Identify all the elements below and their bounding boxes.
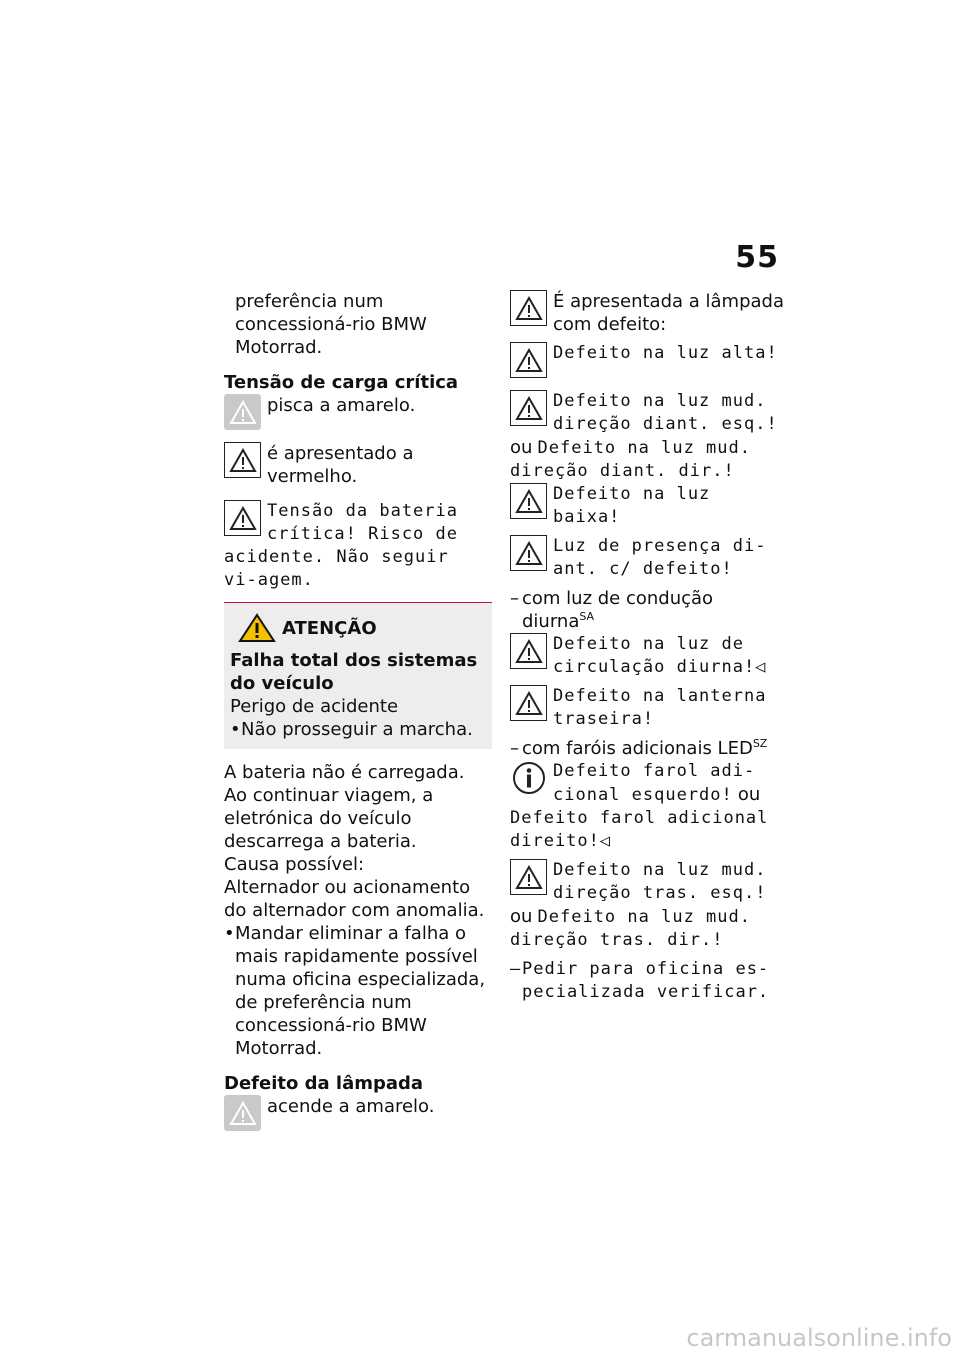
display-message-row — [510, 342, 785, 378]
warning-bullet — [230, 718, 486, 741]
equipment-code: SZ — [752, 737, 768, 750]
indicator-row-yellow — [224, 1095, 492, 1131]
warning-triangle-icon — [224, 394, 261, 430]
indicator-text: é apresentado a vermelho. — [267, 443, 414, 487]
indicator-text: acende a amarelo. — [267, 1096, 435, 1117]
display-message: Defeito na luz mud. direção tras. esq.! — [553, 860, 767, 903]
display-message: Tensão da bateria crítica! Risco de — [267, 501, 458, 544]
warning-triangle-icon — [510, 290, 547, 326]
display-message — [510, 807, 785, 853]
or-word: ou — [510, 906, 533, 927]
left-column — [224, 290, 492, 1131]
display-message: Defeito na luz baixa! — [553, 484, 711, 527]
action-item — [510, 958, 785, 1004]
warning-triangle-icon — [510, 633, 547, 669]
display-message-row — [510, 760, 785, 807]
page-number: 55 — [735, 240, 779, 275]
action-text: Pedir para oficina es-pecializada verificar. — [522, 959, 770, 1002]
dash-mark: – — [510, 588, 519, 609]
warning-triangle-icon — [224, 442, 261, 478]
condition-item — [510, 587, 785, 633]
warning-triangle-icon — [510, 859, 547, 895]
display-message: Defeito na luz mud. direção diant. dir.! — [510, 438, 751, 481]
indicator-text: pisca a amarelo. — [267, 395, 416, 416]
continued-text: preferência num concessioná-rio BMW Motorrad. — [235, 291, 427, 358]
cause-label: Causa possível: — [224, 854, 365, 875]
bullet-mark: • — [224, 923, 235, 944]
section-title-lamp-defect: Defeito da lâmpada — [224, 1073, 424, 1094]
warning-triangle-icon — [224, 1095, 261, 1131]
display-message — [553, 760, 785, 807]
warning-triangle-icon — [224, 500, 261, 536]
dash-mark: – — [510, 738, 519, 759]
warning-bullet-text: Não prosseguir a marcha. — [241, 719, 473, 740]
back-arrow-icon: ◁ — [599, 831, 612, 851]
display-message-text: Defeito farol adi-cional esquerdo! — [553, 761, 756, 805]
bullet-mark: • — [230, 719, 241, 740]
action-item — [224, 922, 492, 1060]
alternative-message — [510, 905, 785, 952]
or-word: ou — [510, 437, 533, 458]
warning-line: Perigo de acidente — [230, 696, 399, 717]
alternative-message — [510, 436, 785, 483]
display-message-cont: acidente. Não seguir vi-agem. — [224, 547, 449, 590]
back-arrow-icon: ◁ — [755, 657, 767, 677]
section-title-battery-voltage: Tensão de carga crítica — [224, 372, 459, 393]
warning-label: ATENÇÃO — [282, 617, 377, 639]
indicator-row-yellow — [224, 394, 492, 430]
lamp-intro: É apresentada a lâmpada com defeito: — [553, 291, 784, 335]
info-icon — [510, 760, 547, 796]
display-message-row — [510, 483, 785, 529]
display-message-row — [510, 535, 785, 581]
display-message: Defeito na luz mud. direção diant. esq.! — [553, 391, 778, 434]
display-message: Defeito na lanterna traseira! — [553, 686, 767, 729]
display-message-row — [510, 685, 785, 731]
warning-triangle-icon — [510, 535, 547, 571]
display-message: Defeito na luz alta! — [553, 343, 778, 363]
warning-title: Falha total dos sistemas do veículo — [230, 650, 478, 694]
action-text: Mandar eliminar a falha o mais rapidamente possível numa oficina especializada, de preferência num concessioná-rio BMW Motorrad. — [235, 923, 486, 1059]
dash-mark: – — [510, 959, 522, 979]
body-paragraph: A bateria não é carregada. Ao continuar viagem, a eletrónica do veículo descarrega a bateria. — [224, 762, 465, 852]
display-message-row — [510, 290, 785, 336]
indicator-row-red — [224, 442, 492, 488]
display-message-row — [510, 859, 785, 905]
watermark-logo: carmanualsonline.info — [686, 1324, 952, 1352]
display-message: Defeito na luz mud. direção tras. dir.! — [510, 907, 751, 950]
condition-text: com faróis adicionais LED — [522, 738, 753, 759]
cause-text: Alternador ou acionamento do alternador com anomalia. — [224, 877, 485, 921]
display-message-row — [510, 390, 785, 436]
equipment-code: SA — [579, 610, 595, 623]
display-message-row — [510, 633, 785, 679]
warning-triangle-icon — [510, 483, 547, 519]
display-message-row — [224, 500, 492, 546]
display-message-text: Defeito farol adicional direito! — [510, 808, 769, 851]
warning-block — [224, 602, 492, 749]
or-word: ou — [737, 784, 761, 805]
warning-triangle-icon — [510, 342, 547, 378]
display-message: Luz de presença di-ant. c/ defeito! — [553, 536, 767, 579]
warning-triangle-icon — [510, 390, 547, 426]
display-message-text: Defeito na luz de circulação diurna! — [553, 634, 756, 677]
display-message — [553, 633, 785, 679]
warning-header — [230, 613, 486, 643]
right-column — [510, 290, 785, 1004]
condition-item — [510, 737, 785, 760]
condition-text: com luz de condução diurna — [522, 588, 714, 632]
warning-triangle-icon — [510, 685, 547, 721]
caution-triangle-icon — [238, 613, 276, 643]
